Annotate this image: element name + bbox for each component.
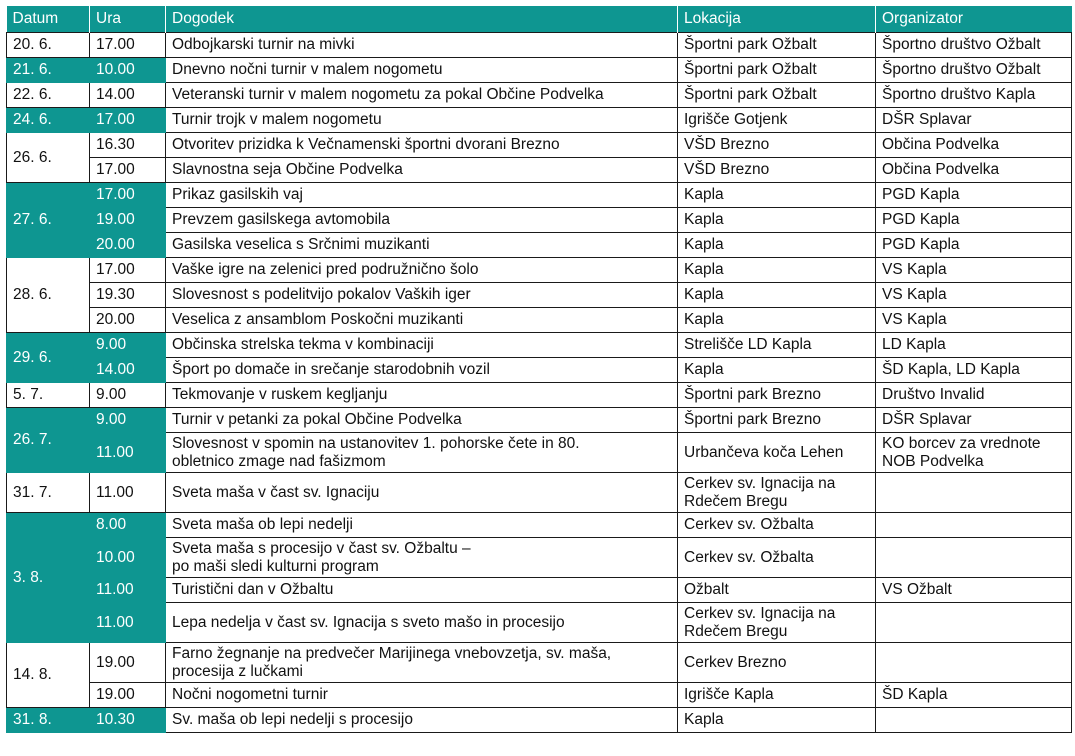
event-line: po maši sledi kulturni program xyxy=(172,557,379,575)
date-cell: 22. 6. xyxy=(7,83,90,108)
table-row xyxy=(7,513,1072,538)
organizer-cell xyxy=(876,158,1072,183)
table-row xyxy=(7,208,1072,233)
date-cell: 26. 6. xyxy=(7,133,90,183)
location-cell xyxy=(678,158,876,183)
organizer-cell xyxy=(876,258,1072,283)
location-line: Športni park Brezno xyxy=(684,386,821,403)
time-cell: 11.00 xyxy=(90,473,166,513)
location-cell xyxy=(678,183,876,208)
date-cell: 5. 7. xyxy=(7,383,90,408)
location-line: VŠD Brezno xyxy=(684,161,770,178)
date-cell: 29. 6. xyxy=(7,333,90,383)
location-cell xyxy=(678,433,876,473)
location-cell xyxy=(678,708,876,733)
event-cell xyxy=(166,643,678,683)
location-line: Kapla xyxy=(684,311,724,328)
event-cell xyxy=(166,433,678,473)
location-cell xyxy=(678,513,876,538)
organizer-cell xyxy=(876,58,1072,83)
date-cell: 14. 8. xyxy=(7,643,90,708)
time-cell: 19.30 xyxy=(90,283,166,308)
event-line: Otvoritev prizidka k Večnamenski športni dvorani Brezno xyxy=(172,136,560,153)
table-row xyxy=(7,283,1072,308)
organizer-line: VS Kapla xyxy=(882,286,947,303)
header-location: Lokacija xyxy=(678,6,876,33)
date-cell: 20. 6. xyxy=(7,33,90,58)
organizer-cell xyxy=(876,513,1072,538)
time-cell: 10.00 xyxy=(90,58,166,83)
organizer-line: Športno društvo Kapla xyxy=(882,86,1036,103)
organizer-cell xyxy=(876,108,1072,133)
organizer-cell xyxy=(876,133,1072,158)
time-cell: 11.00 xyxy=(90,578,166,603)
event-line: Sveta maša v čast sv. Ignaciju xyxy=(172,483,380,501)
event-line: procesija z lučkami xyxy=(172,662,303,680)
event-line: Sveta maša s procesijo v čast sv. Ožbaltu – xyxy=(172,539,471,557)
event-line: Slovesnost s podelitvijo pokalov Vaških iger xyxy=(172,286,471,303)
location-line: Cerkev Brezno xyxy=(684,653,787,671)
event-cell xyxy=(166,383,678,408)
organizer-cell xyxy=(876,333,1072,358)
organizer-line: PGD Kapla xyxy=(882,236,960,253)
location-line: Cerkev sv. Ignacija na xyxy=(684,604,836,622)
location-line: Kapla xyxy=(684,211,724,228)
time-cell: 17.00 xyxy=(90,183,166,208)
table-row xyxy=(7,408,1072,433)
time-cell: 19.00 xyxy=(90,643,166,683)
location-line: Cerkev sv. Ožbalta xyxy=(684,548,814,566)
organizer-line: Športno društvo Ožbalt xyxy=(882,61,1041,78)
location-line: Kapla xyxy=(684,286,724,303)
event-line: Turnir v petanki za pokal Občine Podvelka xyxy=(172,411,462,428)
date-cell: 31. 7. xyxy=(7,473,90,513)
location-cell xyxy=(678,383,876,408)
table-row xyxy=(7,383,1072,408)
location-line: Rdečem Bregu xyxy=(684,622,788,640)
table-row xyxy=(7,708,1072,733)
location-line: VŠD Brezno xyxy=(684,136,770,153)
organizer-line: NOB Podvelka xyxy=(882,452,984,470)
event-line: Sveta maša ob lepi nedelji xyxy=(172,516,353,533)
header-time: Ura xyxy=(90,6,166,33)
table-row xyxy=(7,603,1072,643)
table-row xyxy=(7,643,1072,683)
date-cell: 24. 6. xyxy=(7,108,90,133)
event-schedule-table xyxy=(6,6,1072,733)
date-cell: 28. 6. xyxy=(7,258,90,333)
location-line: Kapla xyxy=(684,236,724,253)
location-line: Kapla xyxy=(684,711,724,728)
event-cell xyxy=(166,83,678,108)
organizer-line: VS Kapla xyxy=(882,261,947,278)
location-cell xyxy=(678,308,876,333)
organizer-cell xyxy=(876,603,1072,643)
location-cell xyxy=(678,58,876,83)
date-cell: 26. 7. xyxy=(7,408,90,473)
event-cell xyxy=(166,183,678,208)
event-line: Vaške igre na zelenici pred podružnično šolo xyxy=(172,261,479,278)
location-line: Kapla xyxy=(684,186,724,203)
organizer-cell xyxy=(876,578,1072,603)
time-cell: 11.00 xyxy=(90,433,166,473)
date-cell: 31. 8. xyxy=(7,708,90,733)
event-line: Tekmovanje v ruskem kegljanju xyxy=(172,386,388,403)
location-cell xyxy=(678,683,876,708)
location-cell xyxy=(678,283,876,308)
location-cell xyxy=(678,578,876,603)
event-cell xyxy=(166,538,678,578)
event-line: Sv. maša ob lepi nedelji s procesijo xyxy=(172,711,413,728)
event-cell xyxy=(166,233,678,258)
event-cell xyxy=(166,683,678,708)
organizer-cell xyxy=(876,358,1072,383)
event-cell xyxy=(166,708,678,733)
organizer-cell xyxy=(876,683,1072,708)
table-row xyxy=(7,133,1072,158)
location-line: Cerkev sv. Ožbalta xyxy=(684,516,814,533)
event-line: obletnico zmage nad fašizmom xyxy=(172,452,386,470)
time-cell: 17.00 xyxy=(90,158,166,183)
location-line: Športni park Ožbalt xyxy=(684,36,817,53)
event-cell xyxy=(166,258,678,283)
time-cell: 8.00 xyxy=(90,513,166,538)
organizer-cell xyxy=(876,208,1072,233)
event-line: Odbojkarski turnir na mivki xyxy=(172,36,355,53)
table-row xyxy=(7,158,1072,183)
table-row xyxy=(7,683,1072,708)
event-line: Prevzem gasilskega avtomobila xyxy=(172,211,390,228)
table-row xyxy=(7,578,1072,603)
location-cell xyxy=(678,208,876,233)
event-line: Slavnostna seja Občine Podvelka xyxy=(172,161,403,178)
event-cell xyxy=(166,208,678,233)
location-line: Športni park Brezno xyxy=(684,411,821,428)
organizer-line: VS Kapla xyxy=(882,311,947,328)
table-row xyxy=(7,183,1072,208)
event-line: Občinska strelska tekma v kombinaciji xyxy=(172,336,434,353)
organizer-cell xyxy=(876,433,1072,473)
location-line: Ožbalt xyxy=(684,581,729,598)
event-cell xyxy=(166,58,678,83)
organizer-line: DŠR Splavar xyxy=(882,411,972,428)
event-line: Prikaz gasilskih vaj xyxy=(172,186,303,203)
organizer-line: KO borcev za vrednote xyxy=(882,434,1041,452)
event-cell xyxy=(166,158,678,183)
location-cell xyxy=(678,408,876,433)
organizer-line: Občina Podvelka xyxy=(882,136,1000,153)
time-cell: 14.00 xyxy=(90,83,166,108)
time-cell: 11.00 xyxy=(90,603,166,643)
time-cell: 17.00 xyxy=(90,108,166,133)
location-line: Igrišče Kapla xyxy=(684,686,774,703)
time-cell: 16.30 xyxy=(90,133,166,158)
event-line: Šport po domače in srečanje starodobnih vozil xyxy=(172,361,490,378)
table-row xyxy=(7,233,1072,258)
table-row xyxy=(7,33,1072,58)
location-line: Športni park Ožbalt xyxy=(684,86,817,103)
organizer-cell xyxy=(876,708,1072,733)
table-header xyxy=(7,6,1072,33)
organizer-line: ŠD Kapla xyxy=(882,686,948,703)
time-cell: 10.30 xyxy=(90,708,166,733)
header-date: Datum xyxy=(7,6,90,33)
organizer-line: Športno društvo Ožbalt xyxy=(882,36,1041,53)
time-cell: 9.00 xyxy=(90,383,166,408)
location-line: Igrišče Gotjenk xyxy=(684,111,788,128)
event-cell xyxy=(166,473,678,513)
date-cell: 27. 6. xyxy=(7,183,90,258)
organizer-cell xyxy=(876,183,1072,208)
header-organizer: Organizator xyxy=(876,6,1072,33)
table-row xyxy=(7,333,1072,358)
organizer-line: ŠD Kapla, LD Kapla xyxy=(882,361,1020,378)
organizer-line: VS Ožbalt xyxy=(882,581,952,598)
event-line: Lepa nedelja v čast sv. Ignacija s sveto mašo in procesijo xyxy=(172,613,565,631)
location-cell xyxy=(678,133,876,158)
event-cell xyxy=(166,578,678,603)
location-cell xyxy=(678,258,876,283)
event-cell xyxy=(166,283,678,308)
event-line: Turnir trojk v malem nogometu xyxy=(172,111,382,128)
organizer-cell xyxy=(876,308,1072,333)
location-line: Športni park Ožbalt xyxy=(684,61,817,78)
time-cell: 10.00 xyxy=(90,538,166,578)
time-cell: 17.00 xyxy=(90,33,166,58)
location-line: Rdečem Bregu xyxy=(684,492,788,510)
table-row xyxy=(7,473,1072,513)
time-cell: 9.00 xyxy=(90,408,166,433)
organizer-line: Društvo Invalid xyxy=(882,386,985,403)
event-cell xyxy=(166,408,678,433)
organizer-cell xyxy=(876,383,1072,408)
table-row xyxy=(7,358,1072,383)
location-cell xyxy=(678,538,876,578)
table-body xyxy=(7,33,1072,733)
header-event: Dogodek xyxy=(166,6,678,33)
time-cell: 20.00 xyxy=(90,308,166,333)
organizer-cell xyxy=(876,83,1072,108)
time-cell: 17.00 xyxy=(90,258,166,283)
event-cell xyxy=(166,308,678,333)
organizer-line: DŠR Splavar xyxy=(882,111,972,128)
event-line: Dnevno nočni turnir v malem nogometu xyxy=(172,61,443,78)
time-cell: 19.00 xyxy=(90,683,166,708)
event-cell xyxy=(166,33,678,58)
location-line: Cerkev sv. Ignacija na xyxy=(684,474,836,492)
organizer-cell xyxy=(876,408,1072,433)
organizer-cell xyxy=(876,33,1072,58)
event-cell xyxy=(166,333,678,358)
organizer-cell xyxy=(876,473,1072,513)
organizer-cell xyxy=(876,538,1072,578)
event-cell xyxy=(166,108,678,133)
event-line: Nočni nogometni turnir xyxy=(172,686,328,703)
event-line: Gasilska veselica s Srčnimi muzikanti xyxy=(172,236,430,253)
location-cell xyxy=(678,473,876,513)
date-cell: 21. 6. xyxy=(7,58,90,83)
location-line: Kapla xyxy=(684,361,724,378)
event-cell xyxy=(166,603,678,643)
location-line: Kapla xyxy=(684,261,724,278)
location-cell xyxy=(678,83,876,108)
location-cell xyxy=(678,233,876,258)
event-line: Turistični dan v Ožbaltu xyxy=(172,581,334,598)
organizer-cell xyxy=(876,233,1072,258)
location-line: Strelišče LD Kapla xyxy=(684,336,812,353)
event-cell xyxy=(166,358,678,383)
time-cell: 20.00 xyxy=(90,233,166,258)
event-line: Veteranski turnir v malem nogometu za pokal Občine Podvelka xyxy=(172,86,604,103)
event-cell xyxy=(166,133,678,158)
time-cell: 9.00 xyxy=(90,333,166,358)
date-cell: 3. 8. xyxy=(7,513,90,643)
event-line: Slovesnost v spomin na ustanovitev 1. pohorske čete in 80. xyxy=(172,434,580,452)
table-row xyxy=(7,538,1072,578)
location-cell xyxy=(678,643,876,683)
table-row xyxy=(7,258,1072,283)
organizer-cell xyxy=(876,643,1072,683)
location-cell xyxy=(678,358,876,383)
organizer-cell xyxy=(876,283,1072,308)
table-row xyxy=(7,308,1072,333)
organizer-line: PGD Kapla xyxy=(882,211,960,228)
table-row xyxy=(7,433,1072,473)
location-cell xyxy=(678,108,876,133)
table-row xyxy=(7,83,1072,108)
location-line: Urbančeva koča Lehen xyxy=(684,443,844,461)
time-cell: 14.00 xyxy=(90,358,166,383)
table-row xyxy=(7,108,1072,133)
organizer-line: LD Kapla xyxy=(882,336,946,353)
location-cell xyxy=(678,33,876,58)
header-row xyxy=(7,6,1072,33)
event-line: Farno žegnanje na predvečer Marijinega vnebovzetja, sv. maša, xyxy=(172,644,612,662)
time-cell: 19.00 xyxy=(90,208,166,233)
organizer-line: PGD Kapla xyxy=(882,186,960,203)
organizer-line: Občina Podvelka xyxy=(882,161,1000,178)
event-cell xyxy=(166,513,678,538)
location-cell xyxy=(678,333,876,358)
event-line: Veselica z ansamblom Poskočni muzikanti xyxy=(172,311,464,328)
location-cell xyxy=(678,603,876,643)
table-row xyxy=(7,58,1072,83)
